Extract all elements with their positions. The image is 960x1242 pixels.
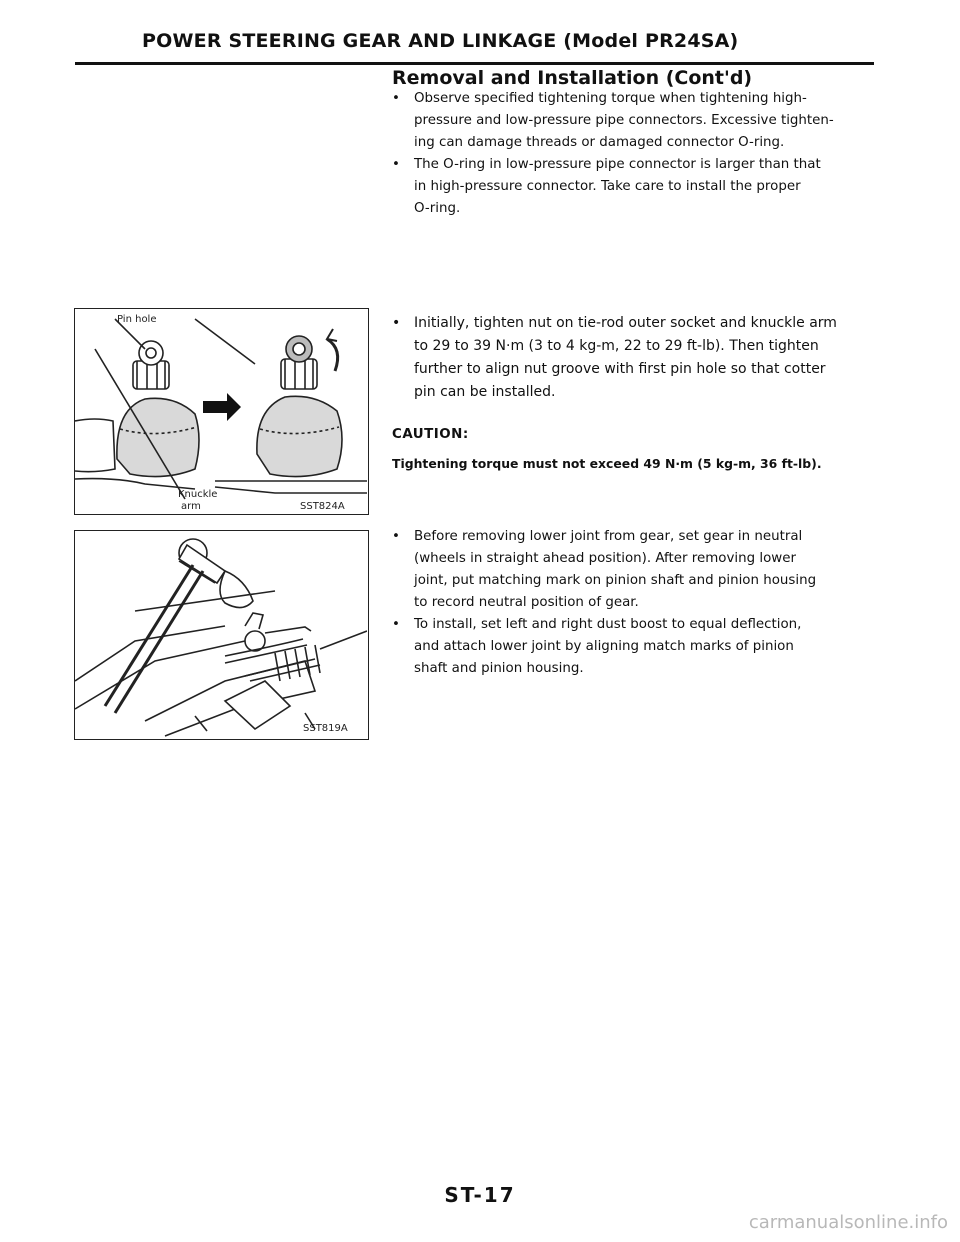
bullet-lower-joint-install — [392, 614, 874, 680]
bullet-line: shaft and pinion housing. — [414, 661, 584, 676]
bullet-line: Before removing lower joint from gear, set gear in neutral — [414, 529, 803, 544]
site-watermark: carmanualsonline.info — [748, 1212, 948, 1233]
section-title: Removal and Installation (Cont'd) — [392, 67, 753, 89]
bullet-dot: • — [392, 157, 400, 172]
bullet-line: (wheels in straight ahead position). After removing lower — [414, 551, 796, 566]
bullet-line: joint, put matching mark on pinion shaft and pinion housing — [414, 573, 817, 588]
bullet-line: To install, set left and right dust boost to equal deflection, — [414, 617, 802, 632]
bullet-tie-rod-nut — [392, 312, 874, 402]
bullet-line: to record neutral position of gear. — [414, 595, 639, 610]
figure-tie-rod-nut — [74, 308, 369, 515]
bullet-o-ring-size — [392, 154, 874, 220]
bullet-dot: • — [392, 91, 400, 106]
bullet-line: further to align nut groove with first pin hole so that cotter — [414, 361, 826, 377]
caution-label: CAUTION: — [392, 427, 469, 442]
bullet-pipe-connector-torque — [392, 88, 874, 154]
bullet-line: Observe specified tightening torque when tightening high- — [414, 91, 807, 106]
bullet-line: in high-pressure connector. Take care to install the proper — [414, 179, 801, 194]
bullet-line: O-ring. — [414, 201, 461, 216]
bullet-dot: • — [392, 529, 400, 544]
header-divider — [75, 62, 874, 65]
bullet-dot: • — [392, 315, 401, 331]
bullet-line: Initially, tighten nut on tie-rod outer socket and knuckle arm — [414, 315, 837, 331]
label-pin-hole: Pin hole — [117, 314, 157, 325]
bullet-dot: • — [392, 617, 400, 632]
label-knuckle: Knuckle — [178, 489, 218, 500]
tie-rod-nut-illustration — [75, 309, 367, 513]
page-header-title: POWER STEERING GEAR AND LINKAGE (Model PR24SA) — [142, 30, 739, 52]
caution-text: Tightening torque must not exceed 49 N·m (5 kg-m, 36 ft-lb). — [392, 456, 822, 471]
bullet-line: pin can be installed. — [414, 384, 556, 400]
bullet-line: ing can damage threads or damaged connector O-ring. — [414, 135, 785, 150]
page-number: ST-17 — [444, 1183, 516, 1207]
bullet-lower-joint-removal — [392, 526, 874, 614]
label-arm: arm — [181, 501, 201, 512]
bullet-line: pressure and low-pressure pipe connectors. Excessive tighten- — [414, 113, 834, 128]
bullet-line: The O-ring in low-pressure pipe connector is larger than that — [414, 157, 821, 172]
bullet-line: and attach lower joint by aligning match marks of pinion — [414, 639, 794, 654]
figure-lower-joint — [74, 530, 369, 740]
lower-joint-illustration — [75, 531, 367, 738]
figure-code: SST819A — [303, 723, 348, 734]
bullet-line: to 29 to 39 N·m (3 to 4 kg-m, 22 to 29 ft-lb). Then tighten — [414, 338, 819, 354]
figure-code: SST824A — [300, 501, 345, 512]
